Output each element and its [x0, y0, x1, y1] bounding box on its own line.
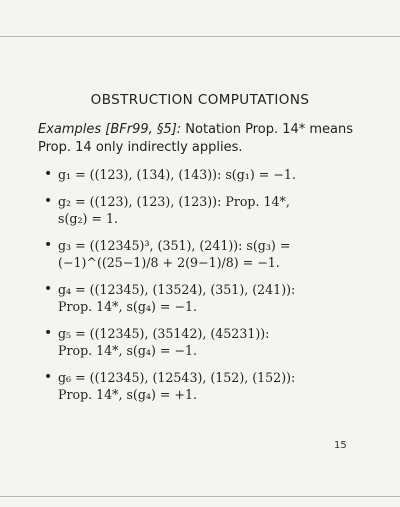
- list-item: [46, 325, 382, 359]
- item-line-1: g₃ = ((12345)³, (351), (241)): s(g₃) =: [58, 238, 291, 253]
- bullet-icon: •: [44, 193, 53, 209]
- page-number: 15: [334, 440, 347, 451]
- intro-paragraph: [38, 121, 378, 157]
- bullet-icon: •: [44, 237, 53, 253]
- item-line-2: Prop. 14*, s(g₄) = +1.: [58, 387, 197, 402]
- bullet-icon: •: [44, 166, 53, 182]
- list-item: [46, 369, 382, 403]
- list-item: [46, 281, 382, 315]
- list-item: [46, 166, 382, 183]
- bullet-icon: •: [44, 369, 53, 385]
- bottom-rule: [0, 496, 400, 497]
- bullet-icon: •: [44, 281, 53, 297]
- intro-label: Examples [BFr99, §5]:: [38, 122, 182, 137]
- item-line-2: Prop. 14*, s(g₄) = −1.: [58, 299, 197, 314]
- list-item: [46, 193, 382, 227]
- intro-text: Notation Prop. 14* means Prop. 14 only indirectly applies.: [38, 122, 354, 155]
- bullet-icon: •: [44, 325, 53, 341]
- item-line-2: s(g₂) = 1.: [58, 211, 118, 226]
- item-line-2: (−1)^((25−1)/8 + 2(9−1)/8) = −1.: [58, 255, 280, 270]
- top-rule: [0, 36, 400, 37]
- example-list: [46, 166, 382, 413]
- item-line-1: g₆ = ((12345), (12543), (152), (152)):: [58, 370, 296, 385]
- page-title: OBSTRUCTION COMPUTATIONS: [90, 92, 310, 108]
- list-item: [46, 237, 382, 271]
- item-line-2: Prop. 14*, s(g₄) = −1.: [58, 343, 197, 358]
- item-line-1: g₄ = ((12345), (13524), (351), (241)):: [58, 282, 296, 297]
- item-line-1: g₁ = ((123), (134), (143)): s(g₁) = −1.: [58, 167, 296, 182]
- item-line-1: g₂ = ((123), (123), (123)): Prop. 14*,: [58, 194, 290, 209]
- item-line-1: g₅ = ((12345), (35142), (45231)):: [58, 326, 270, 341]
